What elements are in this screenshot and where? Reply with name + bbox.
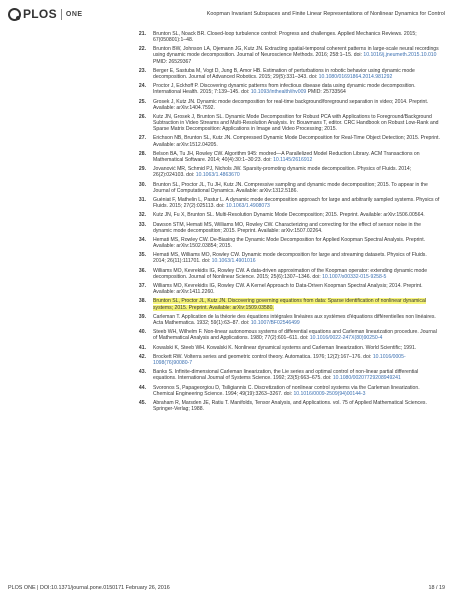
reference-list — [134, 31, 440, 415]
reference-text — [153, 268, 427, 280]
reference-number: 33. — [138, 221, 146, 228]
reference-citation: Williams MO, Kevrekidis IG, Rowley CW. A data-driven approximation of the Koopman operator: extending dynamic mode decomposition. Journal of Nonlinear Science. 2015; 25(6):1307–1346. doi: — [153, 267, 428, 280]
reference-number: 45. — [138, 400, 146, 406]
reference-item — [134, 237, 440, 249]
reference-number: 21. — [138, 31, 146, 37]
doi-link[interactable]: 10.1063/1.4908073 — [225, 203, 270, 210]
doi-link[interactable]: 10.1145/2616912 — [273, 156, 313, 163]
reference-number: 31. — [138, 196, 146, 203]
reference-item — [134, 314, 440, 326]
reference-number: 25. — [138, 98, 146, 105]
reference-text — [153, 151, 420, 163]
reference-text — [153, 329, 437, 341]
reference-text — [153, 222, 421, 234]
reference-item — [134, 345, 440, 351]
reference-number: 37. — [138, 283, 146, 290]
reference-number: 27. — [138, 135, 146, 142]
reference-citation: Hemati MS, Williams MO, Rowley CW. Dynamic mode decomposition for large and streaming datasets. Physics of Fluids. 2014; 26(11):111701. doi: — [153, 252, 427, 265]
doi-link[interactable]: 10.1007/s00332-015-9258-5 — [322, 273, 387, 280]
reference-item — [134, 222, 440, 234]
reference-item — [134, 166, 440, 178]
reference-number: 36. — [138, 267, 146, 274]
reference-text — [153, 212, 425, 218]
reference-item — [134, 182, 440, 194]
doi-link[interactable]: 10.1063/1.4901016 — [211, 258, 256, 265]
reference-text — [153, 114, 439, 132]
reference-item — [134, 135, 440, 147]
reference-number: 43. — [138, 369, 146, 376]
footer-citation: PLOS ONE | DOI:10.1371/journal.pone.0150171 February 26, 2016 — [8, 585, 170, 591]
reference-item — [134, 283, 440, 295]
running-title: Koopman Invariant Subspaces and Finite Linear Representations of Nonlinear Dynamics for Control — [206, 11, 445, 17]
doi-link[interactable]: 10.1080/01691864.2014.981292 — [318, 73, 393, 80]
reference-item — [134, 400, 440, 412]
reference-text — [153, 135, 440, 147]
reference-citation: Erichson NB, Brunton SL, Kutz JN. Compressed Dynamic Mode Decomposition for Real-Time Object Detection; 2015. Preprint. Available: arXiv:1512.04205. — [153, 135, 440, 148]
reference-text — [153, 283, 423, 295]
reference-citation: Carleman T. Application de la théorie des équations intégrales linéaires aux systèmes d'équations différentielles non linéaires. Acta Mathematica. 1932; 59(1):63–87. doi: — [153, 313, 436, 326]
reference-number: 22. — [138, 46, 146, 53]
doi-link[interactable]: 10.1093/inthealth/ihv009 — [250, 89, 307, 96]
reference-item — [134, 369, 440, 381]
reference-text — [153, 252, 427, 264]
reference-number: 41. — [138, 344, 146, 351]
page-header — [0, 0, 463, 30]
reference-text — [153, 99, 428, 111]
reference-citation: Abraham R, Marsden JE, Ratiu T. Manifolds, Tensor Analysis, and Applications. vol. 75 of Applied Mathematical Sciences. Springer-Verlag; 1988. — [153, 400, 427, 413]
reference-text — [153, 46, 439, 64]
reference-citation: Brunton SL, Noack BR. Closed-loop turbulence control: Progress and challenges. Applied Mechanics Reviews. 2015; 67(050801):1–48. — [153, 31, 417, 44]
reference-text — [153, 197, 439, 209]
logo-text: PLOS — [23, 7, 57, 21]
reference-item — [134, 268, 440, 280]
reference-item — [134, 114, 440, 132]
reference-item — [134, 99, 440, 111]
reference-number: 38. — [138, 298, 146, 305]
reference-citation: Jovanović MR, Schmid PJ, Nichols JW. Sparsity-promoting dynamic mode decomposition. Physics of Fluids. 2014; 26(2):024103. doi: — [153, 166, 412, 179]
reference-number: 29. — [138, 166, 146, 173]
page-footer — [0, 584, 463, 594]
doi-link[interactable]: 10.1016/0022-247X(80)90250-4 — [309, 335, 383, 342]
reference-item — [134, 298, 440, 310]
reference-citation: Banks S. Infinite-dimensional Carleman linearization, the Lie series and optimal control of non-linear partial differential equations. International Journal of Systems Science. 1992; 23(5):663–675. doi: — [153, 369, 419, 382]
reference-citation: Belson BA, Tu JH, Rowley CW. Algorithm 945: modred—A Parallelized Model Reduction Library. ACM Transactions on Mathematical Software. 2014; 40(4):30:1–30:23. doi: — [153, 150, 420, 163]
reference-citation: Brunton SL, Proctor JL, Kutz JN. Discovering governing equations from data: Sparse identification of nonlinear dynamical systems; 2015. Preprint. Available: arXiv:1509.03580. — [153, 298, 426, 311]
reference-text — [153, 31, 417, 43]
reference-number: 24. — [138, 83, 146, 90]
reference-item — [134, 31, 440, 43]
reference-text — [153, 166, 411, 178]
plos-one-logo — [8, 7, 83, 21]
logo-divider — [61, 9, 62, 20]
reference-citation: Dawson STM, Hemati MS, Williams MO, Rowley CW. Characterizing and correcting for the effect of sensor noise in the dynamic mode decomposition; 2015. Preprint. Available: arXiv:1507.02264. — [153, 221, 421, 234]
reference-citation: Svoronos S, Papageorgiou D, Tsiligiannis C. Discretization of nonlinear control systems via the Carleman linearization. Chemical Engineering Science. 1994; 49(19):3263–3267. doi: — [153, 384, 420, 397]
reference-citation: Kutz JN, Fu X, Brunton SL. Multi-Resolution Dynamic Mode Decomposition; 2015. Preprint. Available: arXiv:1506.00564. — [153, 212, 425, 219]
reference-text — [153, 369, 418, 381]
reference-item — [134, 252, 440, 264]
reference-number: 44. — [138, 384, 146, 391]
reference-number: 30. — [138, 181, 146, 188]
reference-text — [153, 400, 427, 412]
reference-number: 40. — [138, 329, 146, 336]
reference-text — [153, 354, 406, 366]
reference-item — [134, 329, 440, 341]
reference-number: 34. — [138, 236, 146, 243]
reference-text — [153, 68, 415, 80]
reference-text — [153, 314, 436, 326]
reference-text — [153, 385, 420, 397]
doi-link[interactable]: 10.1016/j.jneumeth.2015.10.010 — [363, 52, 437, 59]
reference-number: 26. — [138, 113, 146, 120]
reference-text — [153, 182, 428, 194]
doi-link[interactable]: 10.1007/BF02546499 — [250, 319, 300, 326]
logo-subtext: ONE — [65, 10, 83, 18]
reference-item — [134, 83, 440, 95]
reference-item — [134, 354, 440, 366]
reference-pmid: PMID: 25733564 — [306, 89, 346, 96]
reference-citation: Brunton BW, Johnson LA, Ojemann JG, Kutz JN. Extracting spatial-temporal coherent patterns in large-scale neural recordings using dynamic mode decomposition. Journal of Neuroscience Methods. 2016; 258:1–15. doi: — [153, 46, 439, 59]
reference-citation: Grosek J, Kutz JN. Dynamic mode decomposition for real-time background/foreground separation in video; 2014. Preprint. Available: arXiv:1404.7592. — [153, 98, 429, 111]
reference-citation: Hemati MS, Rowley CW. De-Biasing the Dynamic Mode Decomposition for Applied Koopman Spectral Analysis. Preprint. Available: arXiv:1502.03854; 2015. — [153, 236, 426, 250]
doi-link[interactable]: 10.1063/1.4863670 — [195, 172, 240, 179]
doi-link[interactable]: 10.1080/00207729208949241 — [332, 375, 401, 382]
reference-number: 35. — [138, 252, 146, 259]
reference-text — [153, 298, 426, 310]
reference-number: 42. — [138, 353, 146, 360]
reference-text — [153, 345, 416, 351]
reference-number: 32. — [138, 212, 146, 219]
reference-citation: Berger E, Sastuba M, Vogt D, Jung B, Amor HB. Estimation of perturbations in robotic behavior using dynamic mode decomposition. Journal of Advanced Robotics. 2015; 29(5):331–343. doi: — [153, 67, 415, 80]
reference-number: 39. — [138, 313, 146, 320]
reference-citation: Kutz JN, Grosek J, Brunton SL. Dynamic Mode Decomposition for Robust PCA with Applications to Foreground/Background Subtraction in Video Streams and Multi-Resolution Analysis. In: Bouwmans T, editor. CRC Handbook on Robust Low-Rank and Sparse Matrix Decomposition: Applications in Image and Video Processing; 2015. — [153, 113, 439, 133]
reference-citation: Kowalski K, Steeb WH. Kowalski K. Nonlinear dynamical systems and Carleman linearization. World Scientific; 1991. — [153, 344, 417, 351]
reference-item — [134, 46, 440, 64]
reference-citation: Williams MO, Kevrekidis IG, Rowley CW. A Kernel Approach to Data-Driven Koopman Spectral Analysis; 2014. Preprint. Available: arXiv:1411.2260. — [153, 283, 423, 296]
reference-citation: Proctor J, Eckhoff P. Discovering dynamic patterns from infectious disease data using dynamic mode decomposition. International Health. 2015; 7:139–145. doi: — [153, 83, 416, 96]
reference-item — [134, 197, 440, 209]
reference-citation: Brockett RW. Volterra series and geometric control theory. Automatica. 1976; 12(2):167–176. doi: — [153, 353, 373, 360]
reference-citation: Brunton SL, Proctor JL, Tu JH, Kutz JN. Compressive sampling and dynamic mode decomposition; 2015. To appear in the Journal of Computational Dynamics. Available: arXiv:1312.5186. — [153, 181, 428, 194]
reference-number: 28. — [138, 150, 146, 157]
reference-number: 23. — [138, 67, 146, 74]
reference-item — [134, 212, 440, 218]
reference-citation: Steeb WH, Wilhelm F. Non-linear autonomous systems of differential equations and Carleman linearization procedure. Journal of Mathematical Analysis and Applications. 1980; 77(2):601–611. doi: — [153, 329, 437, 342]
doi-link[interactable]: 10.1016/0009-2509(94)00144-3 — [293, 390, 366, 397]
reference-pmid: PMID: 26529367 — [153, 58, 192, 65]
reference-text — [153, 83, 416, 95]
page-number: 18 / 19 — [428, 585, 445, 591]
reference-item — [134, 385, 440, 397]
reference-item — [134, 151, 440, 163]
plos-logo-icon — [8, 8, 21, 21]
reference-text — [153, 237, 425, 249]
doi-link[interactable]: 10.1016/0005-1098(76)90080-7 — [153, 353, 406, 366]
reference-citation: Guéniat F, Mathelin L, Pastur L. A dynamic mode decomposition approach for large and arbitrarily sampled systems. Physics of Fluids. 2015; 27(2):025113. doi: — [153, 196, 440, 210]
reference-item — [134, 68, 440, 80]
